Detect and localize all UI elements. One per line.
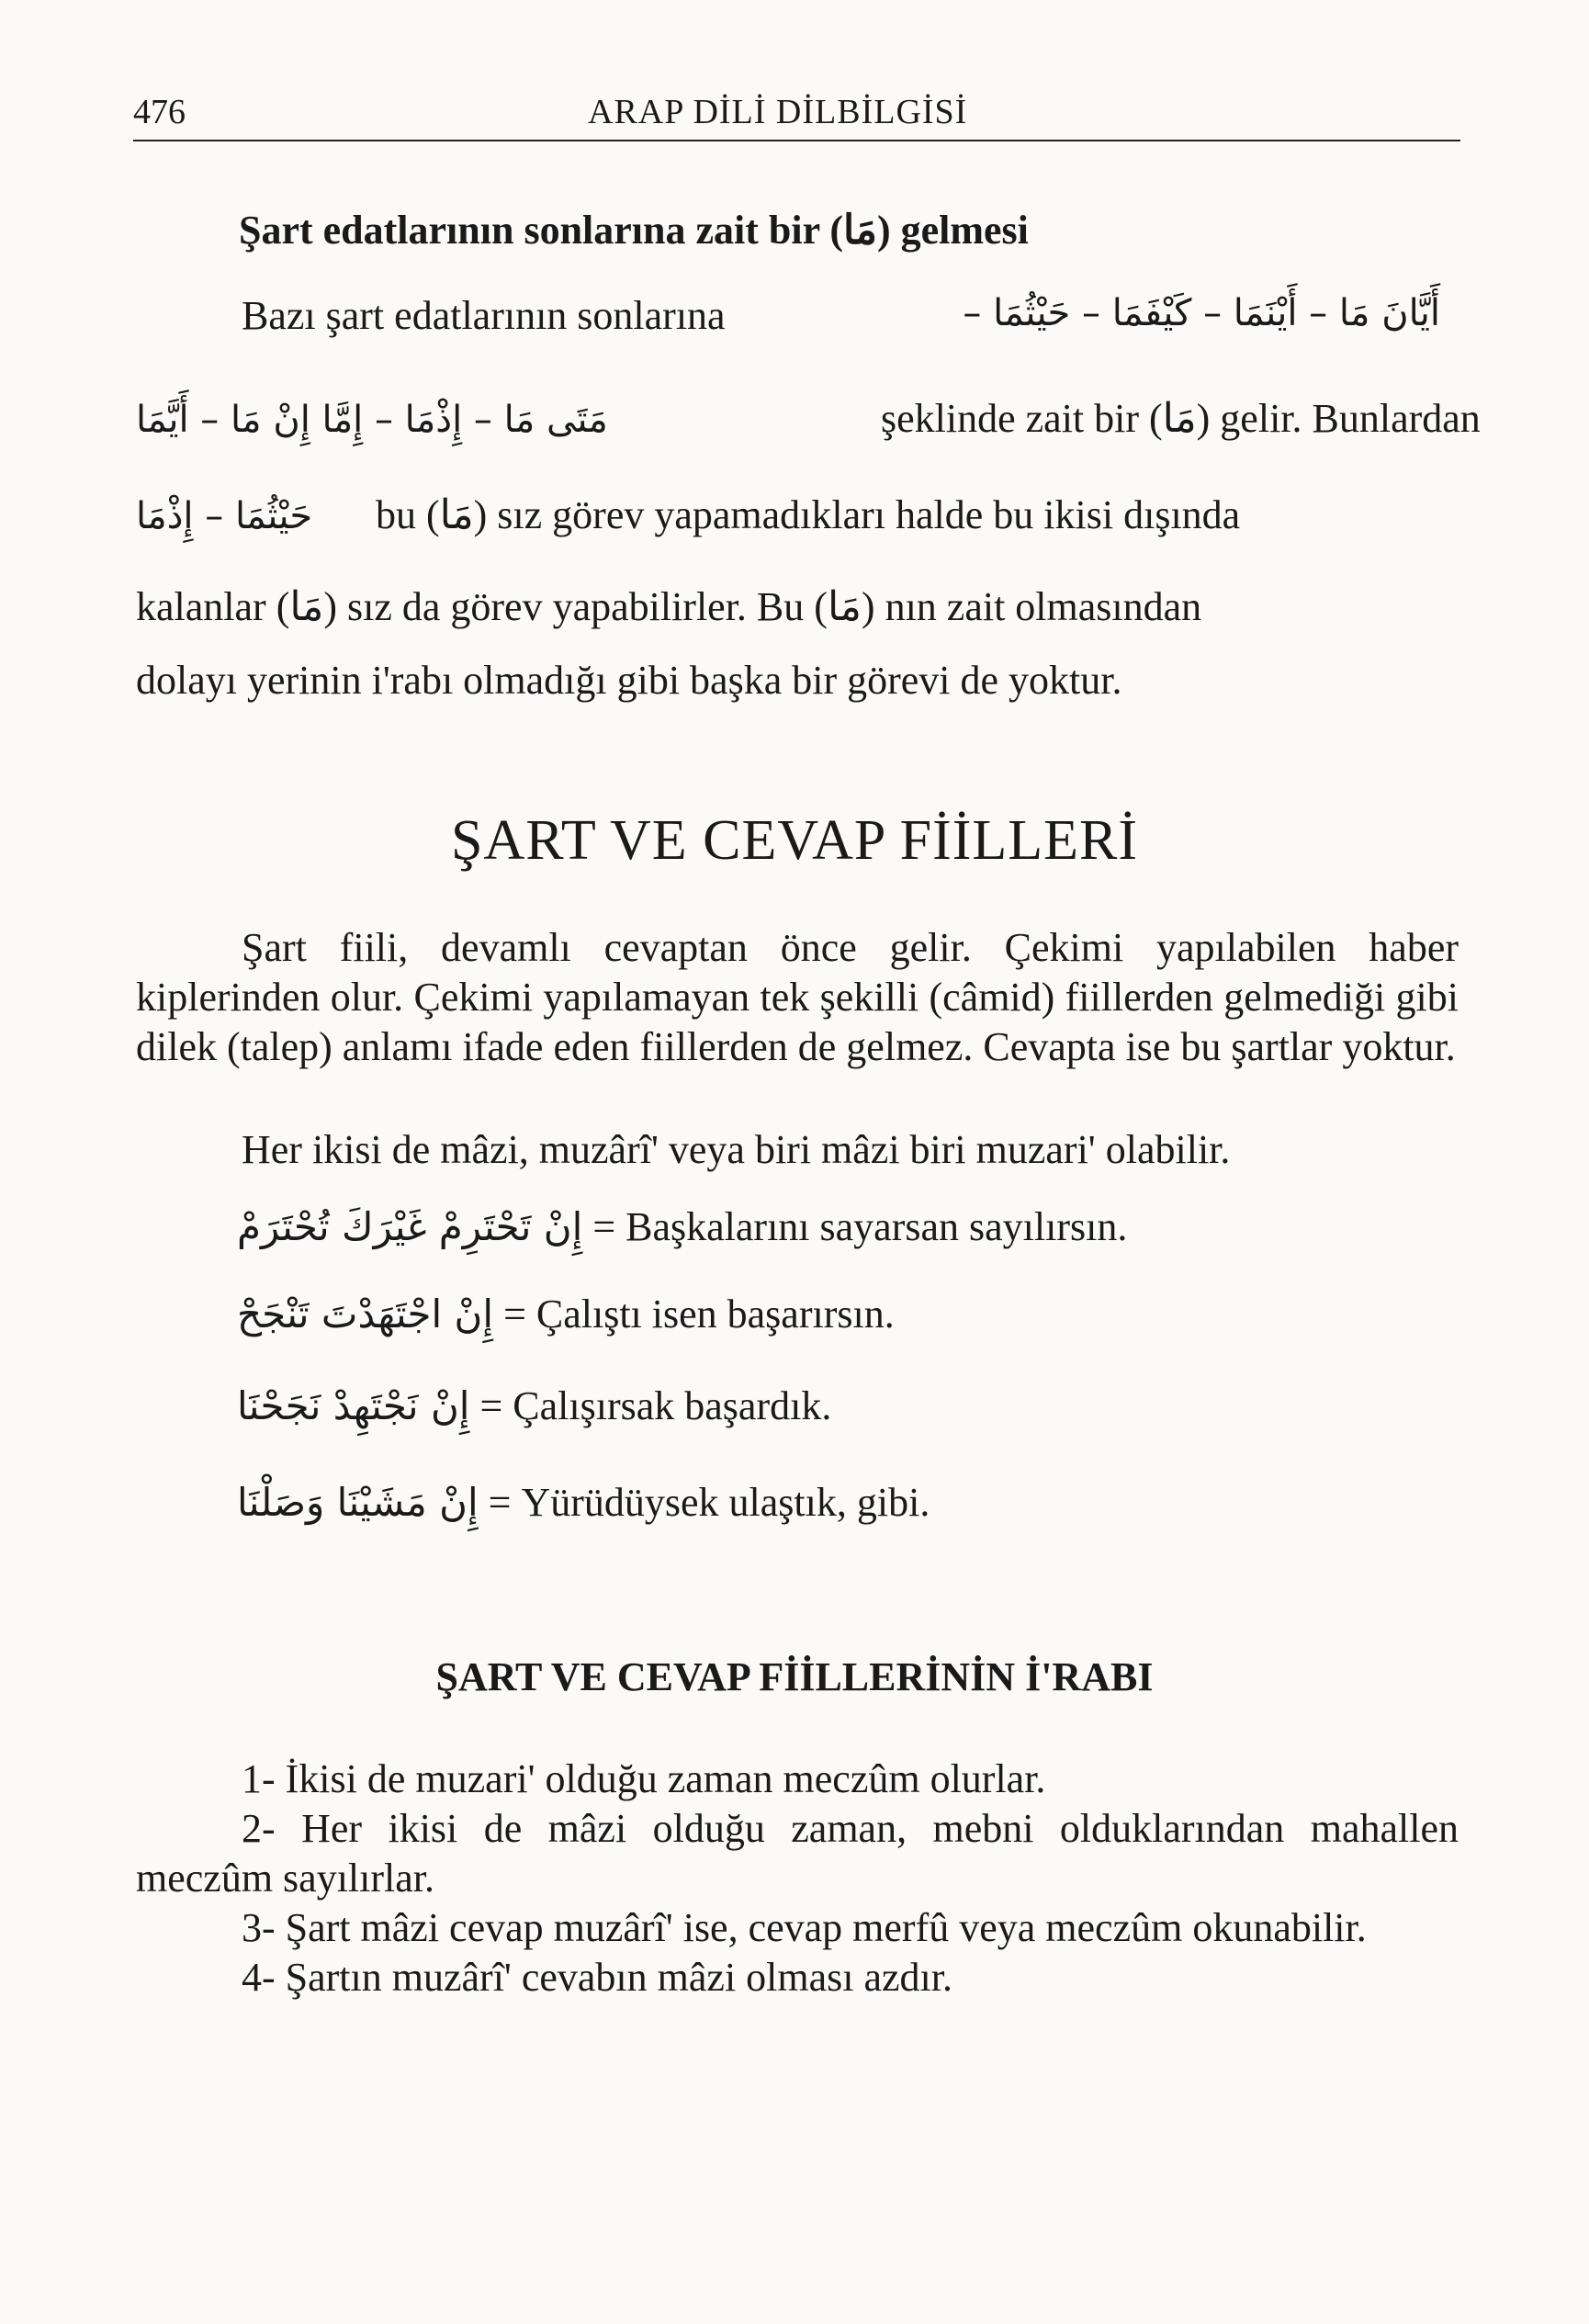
list-item: 2- Her ikisi de mâzi olduğu zaman, mebni olduklarından mahallen meczûm sayılırlar. bbox=[136, 1806, 1459, 1901]
section1-line2 bbox=[136, 395, 1481, 442]
page-header bbox=[133, 85, 1460, 141]
section-title-zait-ma: Şart edatlarının sonlarına zait bir (مَا) gelmesi bbox=[239, 208, 1029, 253]
example-meaning: = Çalışırsak başardık. bbox=[479, 1383, 832, 1428]
irab-list bbox=[136, 1754, 1459, 2002]
example-row bbox=[237, 1291, 895, 1337]
line3-text: bu (مَا) sız görev yapamadıkları halde bu ikisi dışında bbox=[376, 492, 1241, 537]
section2-paragraph bbox=[136, 923, 1459, 1072]
list-item: 1- İkisi de muzari' olduğu zaman meczûm olurlar. bbox=[242, 1756, 1046, 1801]
line3-arabic: حَيْثُمَا – إِذْمَا bbox=[136, 495, 313, 537]
example-meaning: = Başkalarını sayarsan sayılırsın. bbox=[592, 1204, 1128, 1249]
line2-text: şeklinde zait bir (مَا) gelir. Bunlardan bbox=[881, 396, 1481, 441]
example-arabic: إِنْ مَشَيْنَا وَصَلْنَا bbox=[237, 1480, 479, 1525]
example-arabic: إِنْ اجْتَهَدْتَ تَنْجَحْ bbox=[237, 1292, 494, 1337]
line1-text: Bazı şart edatlarının sonlarına bbox=[242, 293, 726, 338]
section1-line4: kalanlar (مَا) sız da görev yapabilirler. Bu (مَا) nın zait olmasından bbox=[136, 584, 1202, 629]
page-number: 476 bbox=[133, 93, 186, 131]
section1-line5: dolayı yerinin i'rabı olmadığı gibi başka bir görevi de yoktur. bbox=[136, 658, 1122, 703]
running-title: ARAP DİLİ DİLBİLGİSİ bbox=[588, 93, 968, 131]
section2-para1: Şart fiili, devamlı cevaptan önce gelir. Çekimi yapılabilen haber kiplerinden olur. Çekimi yapılamayan tek şekilli (câmid) fiillerden gelmediği gibi dilek (talep) anlamı ifade eden fiillerden de gelmez. Cevapta ise bu şartlar yoktur. bbox=[136, 925, 1459, 1069]
section3-heading: ŞART VE CEVAP FİİLLERİNİN İ'RABI bbox=[435, 1654, 1154, 1699]
section1-line1 bbox=[136, 292, 1459, 339]
example-row bbox=[237, 1203, 1127, 1250]
example-meaning: = Yürüdüysek ulaştık, gibi. bbox=[488, 1480, 930, 1525]
line1-arabic: أَيَّانَ مَا – أَيْنَمَا – كَيْفَمَا – حَيْثُمَا – bbox=[963, 292, 1440, 334]
line2-arabic: مَتَى مَا – إِذْمَا – إِمَّا إِنْ مَا – أَيَّمَا bbox=[136, 399, 608, 441]
example-row bbox=[237, 1382, 831, 1429]
example-row bbox=[237, 1479, 930, 1526]
section2-para2: Her ikisi de mâzi, muzârî' veya biri mâzi biri muzari' olabilir. bbox=[242, 1127, 1231, 1172]
example-arabic: إِنْ نَجْتَهِدْ نَجَحْنَا bbox=[237, 1383, 470, 1428]
section2-heading: ŞART VE CEVAP FİİLLERİ bbox=[450, 809, 1139, 872]
list-item: 3- Şart mâzi cevap muzârî' ise, cevap merfû veya meczûm okunabilir. bbox=[242, 1905, 1367, 1950]
list-item: 4- Şartın muzârî' cevabın mâzi olması azdır. bbox=[242, 1955, 952, 2000]
example-meaning: = Çalıştı isen başarırsın. bbox=[503, 1292, 895, 1337]
section1-line3 bbox=[136, 491, 1459, 538]
section2-paragraph2 bbox=[136, 1125, 1459, 1175]
example-arabic: إِنْ تَحْتَرِمْ غَيْرَكَ تُحْتَرَمْ bbox=[237, 1204, 583, 1249]
